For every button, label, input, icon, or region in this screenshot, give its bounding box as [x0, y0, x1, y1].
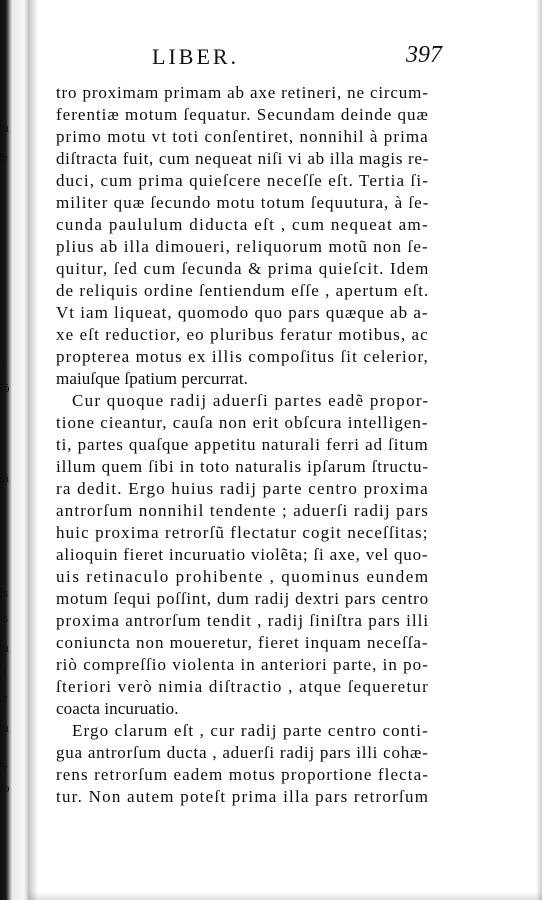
previous-page-mark: s — [3, 610, 9, 625]
previous-page-mark: r — [3, 690, 8, 705]
right-edge-shade — [536, 0, 542, 900]
previous-page-mark: r — [3, 150, 8, 165]
text-line: plius ab illa dimoueri, reliquorum motũ non ſe- — [56, 237, 429, 256]
text-line: primo motu vt toti conſentiret, nonnihil à prima — [56, 127, 429, 146]
text-line: uis retinaculo prohibente , quominus eundem — [56, 567, 430, 586]
previous-page-mark: a — [3, 640, 9, 655]
text-line: ra dedit. Ergo huius radij parte centro proxima — [56, 479, 429, 498]
bottom-shade — [28, 892, 542, 900]
text-line: de reliquis ordine ſentiendum eſſe , apertum eſt. — [56, 281, 430, 300]
running-head: LIBER. — [152, 44, 240, 69]
page-header — [152, 44, 442, 78]
text-line: coacta incuruatio. — [56, 699, 179, 718]
paragraph — [56, 390, 428, 720]
text-line: propterea motus ex illis compoſitus ſit celerior, — [56, 347, 429, 366]
text-line: illum quem ſibi in toto naturalis ipſarum ſtructu- — [56, 457, 429, 476]
text-line: proxima antrorſum tendit , radij ſiniſtra pars illi — [56, 611, 430, 630]
previous-page-mark: r — [3, 760, 8, 775]
text-line: Cur quoque radij aduerſi partes eadẽ propor- — [72, 391, 430, 410]
text-line: ſteriori verò nimia diſtractio , atque ſequeretur — [56, 677, 430, 696]
previous-page-mark: i — [3, 355, 7, 370]
gutter-shadow — [28, 0, 38, 900]
previous-page-mark: l — [3, 665, 7, 680]
text-line: Ergo clarum eſt , cur radij parte centro conti- — [72, 721, 429, 740]
text-line: tro proximam primam ab axe retineri, ne circum- — [56, 83, 429, 102]
previous-page-mark: s — [3, 585, 9, 600]
text-line: alioquin fieret incuruatio violẽta; ſi axe, vel quo- — [56, 545, 429, 564]
text-line: militer quæ ſecundo motu totum ſequutura, à ſe- — [56, 193, 430, 212]
text-line: duci, cum prima quieſcere neceſſe eſt. Tertia ſi- — [56, 171, 429, 190]
text-line: ferentiæ motum ſequatur. Secundam deinde quæ — [56, 105, 429, 124]
text-line: riò compreſſio violenta in anteriori parte, in po- — [56, 655, 429, 674]
previous-page-mark: ä — [3, 470, 9, 485]
previous-page-mark: o — [3, 780, 10, 795]
text-line: diſtracta fuit, cum nequeat niſi vi ab illa magis re- — [56, 149, 429, 168]
previous-page-marks — [1, 0, 15, 900]
page-number: 397 — [406, 42, 442, 68]
previous-page-mark: a — [3, 720, 9, 735]
body-text — [56, 82, 428, 808]
text-line: xe eſt reductior, eo pluribus feratur motibus, ac — [56, 325, 429, 344]
text-line: tione cieantur, cauſa non erit obſcura intelligen- — [56, 413, 429, 432]
previous-page-mark: ö — [3, 380, 10, 395]
text-line: antrorſum nonnihil tendente ; aduerſi radij pars — [56, 501, 430, 520]
paragraph — [56, 720, 428, 808]
text-line: rens retrorſum eadem motus proportione flecta- — [56, 765, 430, 784]
text-line: cunda paululum diducta eſt , cum nequeat am- — [56, 215, 430, 234]
text-line: coniuncta non moueretur, fieret inquam neceſſa- — [56, 633, 429, 652]
text-line: gua antrorſum ducta , aduerſi radij pars illi cohæ- — [56, 743, 429, 762]
paragraph — [56, 82, 428, 390]
text-line: motum ſequi poſſint, dum radij dextri pars centro — [56, 589, 430, 608]
text-line: quitur, ſed cum ſecunda & prima quieſcit. Idem — [56, 259, 430, 278]
text-line: huic proxima retrorſũ flectatur cogit neceſſitas; — [56, 523, 429, 542]
text-line: ti, partes quaſque appetitu naturali ferri ad ſitum — [56, 435, 429, 454]
text-line: tur. Non autem poteſt prima illa pars retrorſum — [56, 787, 430, 806]
previous-page-mark: a — [3, 120, 9, 135]
text-line: Vt iam liqueat, quomodo quo pars quæque ab a- — [56, 303, 429, 322]
text-line: maiuſque ſpatium percurrat. — [56, 369, 248, 388]
previous-page-edge — [0, 0, 28, 900]
